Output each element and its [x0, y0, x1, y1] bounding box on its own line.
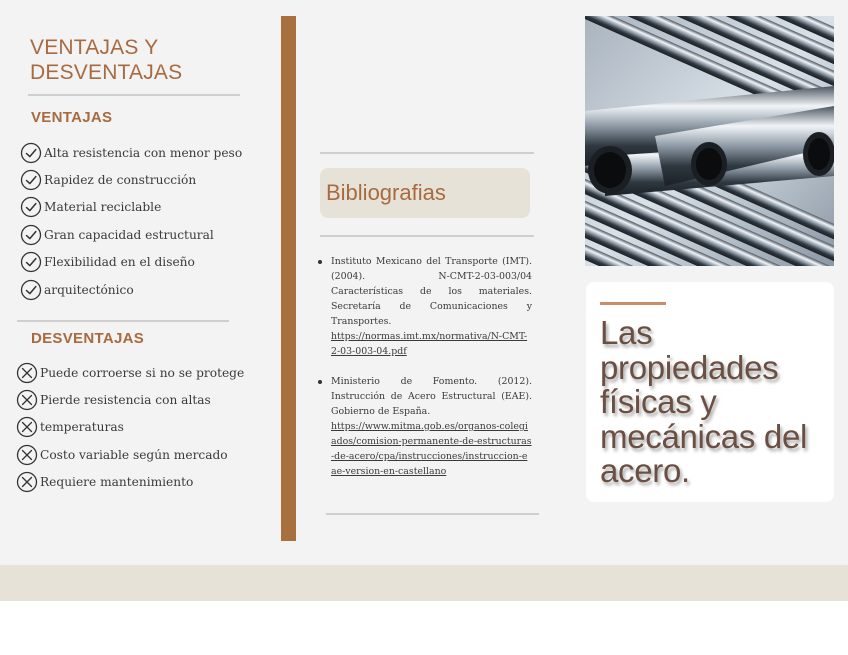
title-card [586, 282, 834, 502]
list-item [16, 386, 244, 413]
footer-band [0, 565, 848, 601]
vertical-accent-bar [281, 16, 296, 541]
list-item-label: Alta resistencia con menor peso [44, 145, 243, 160]
list-item [20, 166, 242, 193]
bib-bottom-divider [326, 513, 539, 515]
title-divider [28, 94, 240, 96]
desventajas-heading: DESVENTAJAS [31, 330, 145, 347]
x-circle-icon [16, 389, 38, 411]
check-circle-icon [20, 224, 42, 246]
ventajas-heading: VENTAJAS [31, 109, 113, 126]
list-item [16, 414, 244, 441]
list-item [20, 139, 242, 166]
bibliography-header [320, 168, 530, 218]
card-title: Las propiedades físicas y mecánicas del acero. [600, 314, 808, 489]
reference-text: Ministerio de Fomento. (2012). Instrucción de Acero Estructural (EAE). Gobierno de España. [331, 376, 532, 417]
bib-mid-divider [320, 235, 534, 237]
list-item-label: Requiere mantenimiento [40, 475, 194, 490]
ventajas-list [20, 139, 242, 303]
check-circle-icon [20, 251, 42, 273]
section-divider [17, 320, 229, 322]
list-item [20, 194, 242, 221]
steel-pipes-image [585, 16, 834, 266]
reference-text: Instituto Mexicano del Transporte (IMT). (2004). N-CMT-2-03-003/04 Características de los materiales. Secretaría de Comunicaciones y Transportes. [331, 256, 532, 327]
bibliography-title: Bibliografias [326, 180, 446, 205]
list-item-label: Material reciclable [44, 200, 162, 215]
list-item [16, 469, 244, 496]
list-item-label: Flexibilidad en el diseño [44, 255, 195, 270]
x-circle-icon [16, 471, 38, 493]
list-item [20, 276, 242, 303]
list-item-label: Puede corroerse si no se protege [40, 365, 245, 380]
title-card-accent [600, 302, 666, 305]
bibliography-list [316, 254, 532, 494]
list-item-label: temperaturas [40, 420, 124, 435]
list-item [20, 221, 242, 248]
reference-item [316, 374, 532, 479]
bib-top-divider [320, 152, 534, 154]
list-item [16, 359, 244, 386]
reference-link[interactable]: https://normas.imt.mx/normativa/N-CMT-2-03-003-04.pdf [331, 331, 528, 357]
x-circle-icon [16, 362, 38, 384]
list-item [16, 441, 244, 468]
list-item-label: Gran capacidad estructural [44, 227, 214, 242]
list-item-label: Pierde resistencia con altas [40, 393, 211, 408]
list-item-label: Rapidez de construcción [44, 173, 197, 188]
list-item-label: arquitectónico [44, 282, 134, 297]
check-circle-icon [20, 169, 42, 191]
list-item [20, 249, 242, 276]
x-circle-icon [16, 444, 38, 466]
list-item-label: Costo variable según mercado [40, 447, 228, 462]
x-circle-icon [16, 416, 38, 438]
page-title: VENTAJAS Y DESVENTAJAS [30, 36, 183, 84]
reference-item [316, 254, 532, 359]
check-circle-icon [20, 279, 42, 301]
check-circle-icon [20, 196, 42, 218]
desventajas-list [16, 359, 244, 496]
reference-link[interactable]: https://www.mitma.gob.es/organos-colegiados/comision-permanente-de-estructuras-de-acero/cpa/instrucciones/instruccion-eae-version-en-castellano [331, 421, 532, 477]
check-circle-icon [20, 142, 42, 164]
